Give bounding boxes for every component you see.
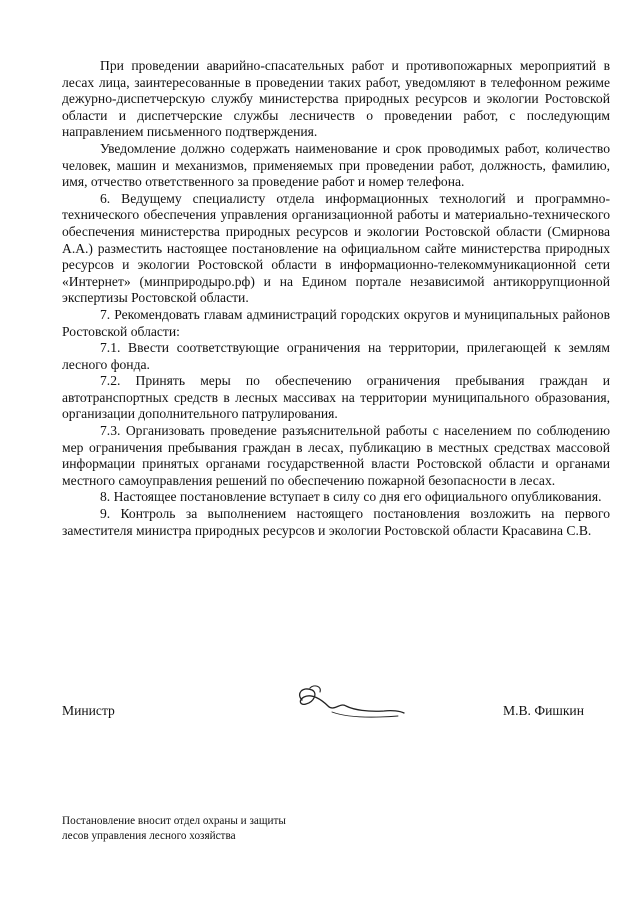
- document-body: [62, 58, 610, 539]
- paragraph-item-7: 7. Рекомендовать главам администраций городских округов и муниципальных районов Ростовской области:: [62, 306, 610, 339]
- paragraph-item-6: 6. Ведущему специалисту отдела информационных технологий и программно-технического обеспечения управления организационной работы и материально-технического обеспечения министерства природных ресурсов и экологии Ростовской области (Смирнова А.А.) разместить настоящее постановление на официальном сайте министерства природных ресурсов и экологии Ростовской области в информационно-телекоммуникационной сети «Интернет» (минприродыро.рф) и на Едином портале независимой антикоррупционной экспертизы Ростовской области.: [62, 190, 610, 306]
- paragraph-item-9: 9. Контроль за выполнением настоящего постановления возложить на первого заместителя министра природных ресурсов и экологии Ростовской области Красавина С.В.: [62, 506, 610, 538]
- signatory-name: М.В. Фишкин: [503, 703, 584, 718]
- paragraph-rescue-works: При проведении аварийно-спасательных работ и противопожарных мероприятий в лесах лица, заинтересованные в проведении таких работ, уведомляют в телефонном режиме дежурно-диспетчерскую службу министерства природных ресурсов и экологии Ростовской области и диспетчерские службы лесничеств о проведении работ, с последующим направлением письменного подтверждения.: [62, 58, 610, 140]
- paragraph-item-8: 8. Настоящее постановление вступает в силу со дня его официального опубликования.: [100, 489, 602, 505]
- footer-line-2: лесов управления лесного хозяйства: [62, 830, 236, 842]
- footer-line-1: Постановление вносит отдел охраны и защиты: [62, 815, 286, 827]
- paragraph-item-7-2: 7.2. Принять меры по обеспечению ограничения пребывания граждан и автотранспортных средств в лесных массивах на территории муниципального образования, организации дополнительного патрулирования.: [62, 373, 610, 422]
- paragraph-item-7-1: 7.1. Ввести соответствующие ограничения на территории, прилегающей к землям лесного фонда.: [62, 340, 610, 372]
- paragraph-item-7-3: 7.3. Организовать проведение разъяснительной работы с населением по соблюдению мер ограничения пребывания граждан в лесах, публикацию в местных средствах массовой информации принятых органами государственной власти Ростовской области и органами местного самоуправления решений по обеспечению пожарной безопасности в лесах.: [62, 423, 610, 488]
- document-footer: [62, 814, 286, 844]
- handwritten-signature: [288, 678, 408, 728]
- paragraph-notification-content: Уведомление должно содержать наименование и срок проводимых работ, количество человек, машин и механизмов, применяемых при проведении работ, должность, фамилию, имя, отчество ответственного за проведение работ и номер телефона.: [62, 140, 610, 190]
- signatory-position: Министр: [62, 703, 115, 718]
